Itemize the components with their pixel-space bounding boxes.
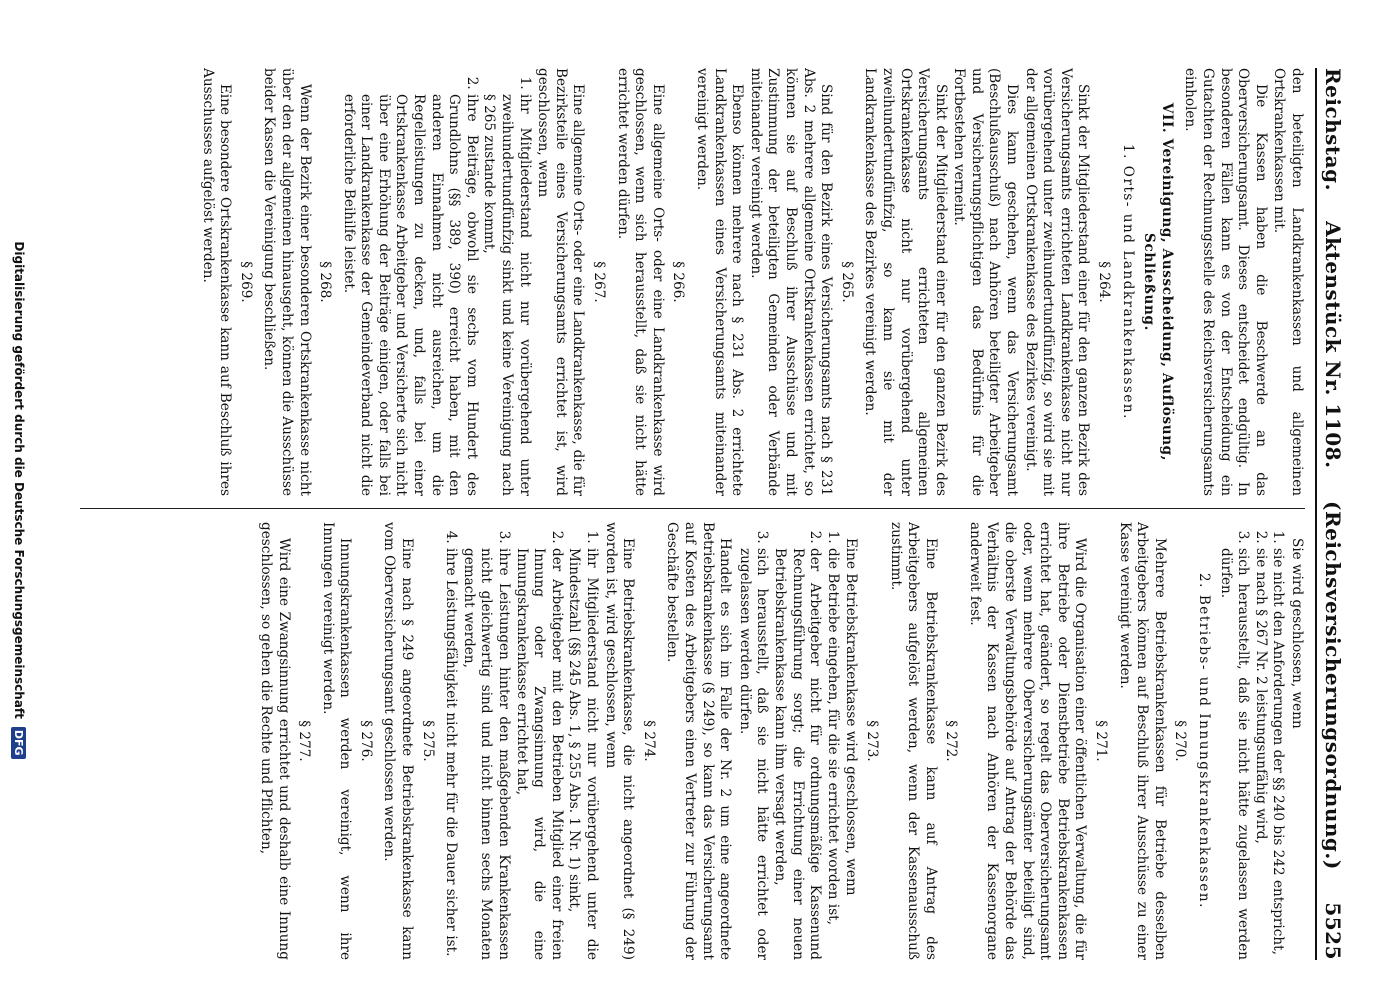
paragraph: Eine Betriebskrankenkasse, die nicht angeordnet (§ 249) worden ist, wird geschlossen, wenn [602, 522, 637, 960]
paragraph: Ebenso können mehrere nach § 231 Abs. 2 errichtete Landkrankenkassen eines Versicherungsamts miteinander vereinigt werden. [694, 68, 746, 496]
header-rule [1315, 68, 1317, 960]
page-number: 5525 [1321, 902, 1345, 960]
section-number: § 265. [838, 261, 855, 303]
paragraph: Handelt es sich im Falle der Nr. 2 um eine angeordnete Betriebskrankenkasse (§ 249), so kann das Versicherungsamt auf Kosten des Arbeitgebers einen Vertreter zur Führung der Geschäfte bestellen. [664, 522, 734, 960]
paragraph: Eine allgemeine Orts- oder eine Landkrankenkasse, die für Bezirksteile eines Versicherungsamts errichtet ist, wird geschlossen, wenn [535, 68, 587, 496]
paragraph: Wenn der Bezirk einer besonderen Ortskrankenkasse nicht über den der allgemeinen hinausgeht, können die Ausschüsse beider Kassen die Vereinigung beschließen. [261, 68, 313, 496]
paragraph: Sinkt der Mitgliederstand einer für den ganzen Bezirk des Versicherungsamts errichteten Landkrankenkasse nicht nur vorübergehend unter zweihundertundfünfzig, so wird sie mit der allgemeinen Ortskrankenkasse des Bezirkes vereinigt. [1022, 68, 1092, 496]
paragraph: Die Kassen haben die Beschwerde an das Oberversicherungsamt. Dieses entscheidet endgültig. In besonderen Fällen kann es von der Entscheidung ein Gutachten der Rechnungsstelle des Reichsversicherungsamts einholen. [1182, 68, 1269, 496]
list-item: 1. die Betriebe eingehen, für die sie errichtet worden ist, [823, 548, 841, 960]
section-number: § 269. [237, 261, 254, 303]
left-column [80, 68, 1305, 496]
numbered-list [735, 522, 841, 960]
paragraph: Eine allgemeine Orts- oder eine Landkrankenkasse wird geschlossen, wenn sich herausstellt, daß sie nicht hätte errichtet werden dürfen. [614, 68, 666, 496]
paragraph: Sie wird geschlossen, wenn [1289, 538, 1305, 729]
paragraph: Eine Betriebskrankenkasse kann auf Antrag des Arbeitgebers aufgelöst werden, wenn der Kassenausschuß zustimmt. [887, 522, 939, 960]
list-item: 2. ihre Beiträge, obwohl sie sechs vom Hundert des Grundlohns (§§ 389, 390) erreicht haben, mit den anderen Einnahmen nicht ausreichen, um die Regelleistungen zu decken, und, falls bei einer Ortskrankenkasse Arbeitgeber und Versicherte sich nicht über eine Erhöhung der Beiträge einigen, oder falls bei einer Landkrankenkasse der Gemeindeverband nicht die erforderliche Beihilfe leistet. [339, 94, 480, 496]
section-number: § 276. [357, 720, 374, 762]
paragraph: Innungskrankenkassen werden vereinigt, wenn ihre Innungen vereinigt werden. [319, 522, 354, 960]
numbered-list [442, 522, 600, 960]
dfg-logo-icon: DFG [12, 727, 27, 759]
numbered-list [1216, 522, 1286, 960]
list-item: 2. der Arbeitgeber mit den Betrieben Mitglied einer freien Innung oder Zwangsinnung wird, die eine Innungskrankenkasse errichtet hat, [512, 548, 565, 960]
paragraph: Wird die Organisation einer öffentlichen Verwaltung, die für ihre Betriebe oder Dienstbetriebe Betriebskrankenkassen errichtet hat, geändert, so regelt das Oberversicherungsamt oder, wenn mehrere Oberversicherungsämter beteiligt sind, die oberste Verwaltungsbehörde auf Antrag der Behörde das Verhältnis der Kassen nach Anhören der Kassenorgane anderweit fest. [966, 522, 1089, 960]
list-item: 2. sie nach § 267 Nr. 2 leistungsunfähig wird, [1251, 548, 1269, 960]
header-reichstag: Reichstag. [1321, 68, 1345, 192]
list-item: 4. ihre Leistungsfähigkeit nicht mehr für die Dauer sicher ist. [442, 548, 460, 960]
list-item: 1. ihr Mitgliederstand nicht nur vorübergehend unter zweihundertundfünfzig sinkt und keine Vereinigung nach § 265 zustande kommt, [480, 94, 533, 496]
section-number: § 267. [591, 261, 608, 303]
right-column [80, 522, 1305, 960]
digitization-credit [4, 0, 34, 1000]
paragraph: Eine Betriebskrankenkasse wird geschlossen, wenn [843, 538, 860, 896]
header-title: (Reichsversicherungsordnung.) [1321, 501, 1345, 870]
section-number: § 264. [1096, 261, 1113, 303]
numbered-list [339, 68, 533, 496]
section-number: § 272. [943, 720, 960, 762]
paragraph: Wird eine Zwangsinnung errichtet und deshalb eine Innung geschlossen, so gehen die Rechte und Pflichten, [257, 522, 292, 960]
list-item: 3. ihre Leistungen hinter den maßgebenden Krankenkassen nicht gleichwertig sind und nicht binnen sechs Monaten gemacht werden, [459, 548, 512, 960]
subsection-heading: 1. Orts- und Landkrankenkassen. [1119, 144, 1136, 420]
list-item: 2. der Arbeitgeber nicht für ordnungsmäßige Kassenund Rechnungsführung sorgt; die Errichtung einer neuen Betriebskrankenkasse kann ihm versagt werden, [770, 548, 823, 960]
paragraph: Sinkt der Mitgliederstand einer für den ganzen Bezirk des Versicherungsamts errichteten allgemeinen Ortskrankenkasse nicht nur vorübergehend unter zweihundertundfünfzig, so kann sie mit der Landkrankenkasse des Bezirkes vereinigt werden. [862, 68, 949, 496]
column-divider [80, 508, 1305, 509]
section-number: § 268. [317, 261, 334, 303]
list-item: 3. sich herausstellt, daß sie nicht hätte errichtet oder zugelassen werden dürfen. [735, 548, 770, 960]
list-item: 3. sich herausstellt, daß sie nicht hätte zugelassen werden dürfen. [1216, 548, 1251, 960]
section-number: § 273. [863, 720, 880, 762]
section-number: § 271. [1093, 720, 1110, 762]
section-number: § 275. [419, 720, 436, 762]
section-number: § 274. [640, 720, 657, 762]
section-heading: VII. Vereinigung, Ausscheidung, Auflösung, Schließung. [1141, 102, 1175, 462]
credit-text: Digitalisierung gefördert durch die Deutsche Forschungsgemeinschaft [12, 241, 26, 719]
paragraph: Dies kann geschehen, wenn das Versicherungsamt (Beschlußausschuß) nach Anhören beteiligter Arbeitgeber und Versicherungspflichtigen das Bedürfnis für die Fortbestehen verneint. [951, 68, 1021, 496]
paragraph: Eine besondere Ortskrankenkasse kann auf Beschluß ihres Ausschusses aufgelöst werden. [199, 68, 234, 496]
section-number: § 266. [670, 261, 687, 303]
paragraph: Mehrere Betriebskrankenkassen für Betriebe desselben Arbeitgebers können auf Beschluß ihrer Ausschüsse zu einer Kasse vereinigt werden. [1116, 522, 1168, 960]
section-number: § 277. [296, 720, 313, 762]
page-header [1321, 68, 1363, 960]
list-item: 1. sie nicht den Anforderungen der §§ 240 bis 242 entspricht, [1269, 548, 1287, 960]
list-item: 1. ihr Mitgliederstand nicht nur vorübergehend unter die Mindestzahl (§§ 245 Abs. 1, § 255 Abs. 1 Nr. 1) sinkt, [565, 548, 600, 960]
section-number: § 270. [1172, 720, 1189, 762]
subsection-heading: 2. Betriebs- und Innungskrankenkassen. [1196, 573, 1213, 909]
paragraph: Eine nach § 249 angeordnete Betriebskrankenkasse kann vom Oberversicherungsamt geschlossen werden. [381, 522, 416, 960]
paragraph: Sind für den Bezirk eines Versicherungsamts nach § 231 Abs. 2 mehrere allgemeine Ortskrankenkassen errichtet, so können sie auf Beschluß ihrer Ausschüsse und mit Zustimmung der beteiligten Gemeinden oder Verbände miteinander vereinigt werden. [747, 68, 835, 496]
header-aktenstueck: Aktenstück Nr. 1108. [1321, 221, 1345, 469]
paragraph: den beteiligten Landkrankenkassen und allgemeinen Ortskrankenkassen mit. [1271, 68, 1305, 496]
